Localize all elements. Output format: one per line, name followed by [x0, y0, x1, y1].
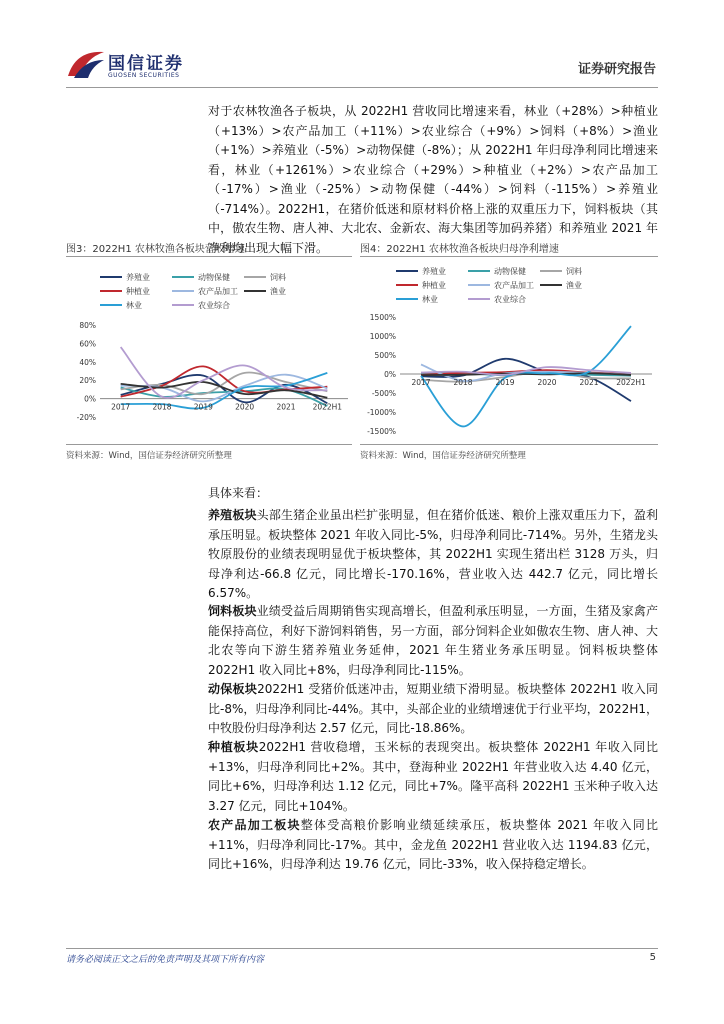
- x-tick-label: 2022H1: [312, 402, 343, 412]
- y-tick-label: 80%: [79, 321, 96, 330]
- y-tick-label: -1500%: [367, 427, 396, 436]
- legend-label: 养殖业: [422, 267, 446, 276]
- legend-label: 农业综合: [198, 301, 230, 310]
- x-tick-label: 2019: [495, 378, 515, 387]
- y-tick-label: 0%: [384, 370, 396, 379]
- legend-label: 饲料: [270, 273, 286, 282]
- legend-label: 林业: [126, 301, 142, 310]
- figure3-chart: [66, 256, 352, 443]
- y-tick-label: -500%: [371, 389, 396, 398]
- section-head: 养殖板块: [208, 508, 257, 522]
- legend-label: 种植业: [422, 281, 446, 290]
- x-tick-label: 2019: [193, 402, 213, 412]
- figure3-svg: [66, 257, 352, 443]
- section-planting: [208, 738, 658, 816]
- x-tick-label: 2021: [579, 378, 599, 387]
- legend-label: 农产品加工: [494, 281, 534, 290]
- y-tick-label: 1000%: [369, 332, 396, 341]
- legend-label: 林业: [422, 295, 438, 304]
- logo-cn-text: 国信证券: [108, 54, 184, 74]
- y-tick-label: -1000%: [367, 408, 396, 417]
- legend-label: 动物保健: [198, 273, 230, 282]
- legend-label: 渔业: [270, 287, 286, 296]
- y-tick-label: 20%: [79, 376, 96, 386]
- y-tick-label: 500%: [374, 351, 396, 360]
- x-tick-label: 2021: [276, 402, 296, 412]
- legend-label: 饲料: [566, 267, 582, 276]
- legend-label: 动物保健: [494, 267, 526, 276]
- section-text: 2022H1 营收稳增，玉米标的表现突出。板块整体 2022H1 年收入同比+13%，归母净利同比+2%。其中，登海种业 2022H1 年营业收入达 4.40 亿元，同比+6%，归母净利达 1.12 亿元，同比+7%。隆平高科 2022H1 玉米种子收入达 3.27 亿元，同比+104%。: [208, 740, 658, 813]
- footer-divider: [66, 948, 658, 949]
- logo-en-text: GUOSEN SECURITIES: [108, 72, 180, 79]
- x-tick-label: 2018: [453, 378, 473, 387]
- section-head: 动保板块: [208, 682, 258, 696]
- y-tick-label: -20%: [76, 413, 96, 422]
- section-head: 饲料板块: [208, 604, 257, 618]
- guosen-logo-icon: [66, 46, 106, 80]
- legend-label: 渔业: [566, 281, 582, 290]
- intro-paragraph: 对于农林牧渔各子板块，从 2022H1 营收同比增速来看，林业（+28%）>种植业（+13%）>农产品加工（+11%）>农业综合（+9%）>饲料（+8%）>渔业（+1%）>养殖业（-5%）>动物保健（-8%）；从 2022H1 年归母净利同比增速来看，林业（+1261%）>农业综合（+29%）>种植业（+2%）>农产品加工（-17%）>渔业（-25%）>动物保健（-44%）>饲料（-115%）>养殖业（-714%）。2022H1，在猪价低迷和原材料价格上涨的双重压力下，饲料板块（其中，傲农生物、唐人神、大北农、金新农、海大集团等加码养猪）和养殖业 2021 年净利均出现大幅下滑。: [208, 104, 658, 255]
- figure3-bottom-rule: [66, 444, 352, 445]
- legend-label: 养殖业: [126, 273, 150, 282]
- figure4-source: 资料来源：Wind，国信证券经济研究所整理: [360, 451, 526, 461]
- legend-label: 种植业: [126, 287, 150, 296]
- page-header: [0, 0, 724, 92]
- y-tick-label: 60%: [79, 339, 96, 349]
- page-number: 5: [649, 952, 656, 963]
- section-text: 2022H1 受猪价低迷冲击，短期业绩下滑明显。板块整体 2022H1 收入同比-8%，归母净利同比-44%。其中，头部企业的业绩增速优于行业平均，2022H1，中牧股份归母净利达 2.57 亿元，同比-18.86%。: [208, 682, 658, 735]
- y-tick-label: 1500%: [369, 313, 396, 322]
- figure4-bottom-rule: [360, 444, 658, 445]
- x-tick-label: 2018: [152, 402, 172, 412]
- figure3-source: 资料来源：Wind，国信证券经济研究所整理: [66, 451, 232, 461]
- figure3-title: 图3：2022H1 农林牧渔各板块营收增速: [66, 244, 245, 255]
- section-feed: [208, 602, 658, 680]
- section-head: 农产品加工板块: [208, 818, 301, 832]
- details-heading: 具体来看：: [208, 486, 269, 500]
- guosen-logo: [66, 46, 206, 90]
- x-tick-label: 2020: [537, 378, 557, 387]
- legend-label: 农产品加工: [198, 287, 238, 296]
- section-breeding: [208, 506, 658, 604]
- section-text: 整体受高粮价影响业绩延续承压，板块整体 2021 年收入同比+11%，归母净利同比-17%。其中，金龙鱼 2022H1 营业收入达 1194.83 亿元，同比+16%，归母净利达 19.76 亿元，同比-33%，收入保持稳定增长。: [208, 818, 658, 871]
- x-tick-label: 2017: [111, 402, 131, 412]
- section-processing: [208, 816, 658, 875]
- figure4-chart: [360, 256, 658, 443]
- section-text: 头部生猪企业虽出栏扩张明显，但在猪价低迷、粮价上涨双重压力下，盈利承压明显。板块整体 2021 年收入同比-5%，归母净利同比-714%。另外，生猪龙头牧原股份的业绩表现明显优于板块整体，其 2022H1 实现生猪出栏 3128 万头，归母净利达-66.8 亿元，同比增长-170.16%，营业收入达 442.7 亿元，同比增长 6.57%。: [208, 508, 658, 600]
- section-animal-health: [208, 680, 658, 739]
- x-tick-label: 2017: [411, 378, 431, 387]
- y-tick-label: 40%: [79, 357, 96, 367]
- section-head: 种植板块: [208, 740, 259, 754]
- x-tick-label: 2022H1: [616, 378, 646, 387]
- figure4-svg: [360, 257, 658, 443]
- figure4-title: 图4：2022H1 农林牧渔各板块归母净利增速: [360, 244, 559, 255]
- report-type: 证券研究报告: [577, 62, 656, 77]
- legend-label: 农业综合: [494, 295, 526, 304]
- section-text: 业绩受益后周期销售实现高增长，但盈利承压明显，一方面，生猪及家禽产能保持高位，利好下游饲料销售，另一方面，部分饲料企业如傲农生物、唐人神、大北农等向下游生猪养殖业务延伸，2021 年生猪业务承压明显。饲料板块整体 2022H1 收入同比+8%，归母净利同比-115%。: [208, 604, 658, 677]
- footer-disclaimer: 请务必阅读正文之后的免责声明及其项下所有内容: [66, 955, 265, 965]
- x-tick-label: 2020: [235, 402, 255, 412]
- y-tick-label: 0%: [84, 394, 96, 404]
- header-divider: [66, 87, 658, 88]
